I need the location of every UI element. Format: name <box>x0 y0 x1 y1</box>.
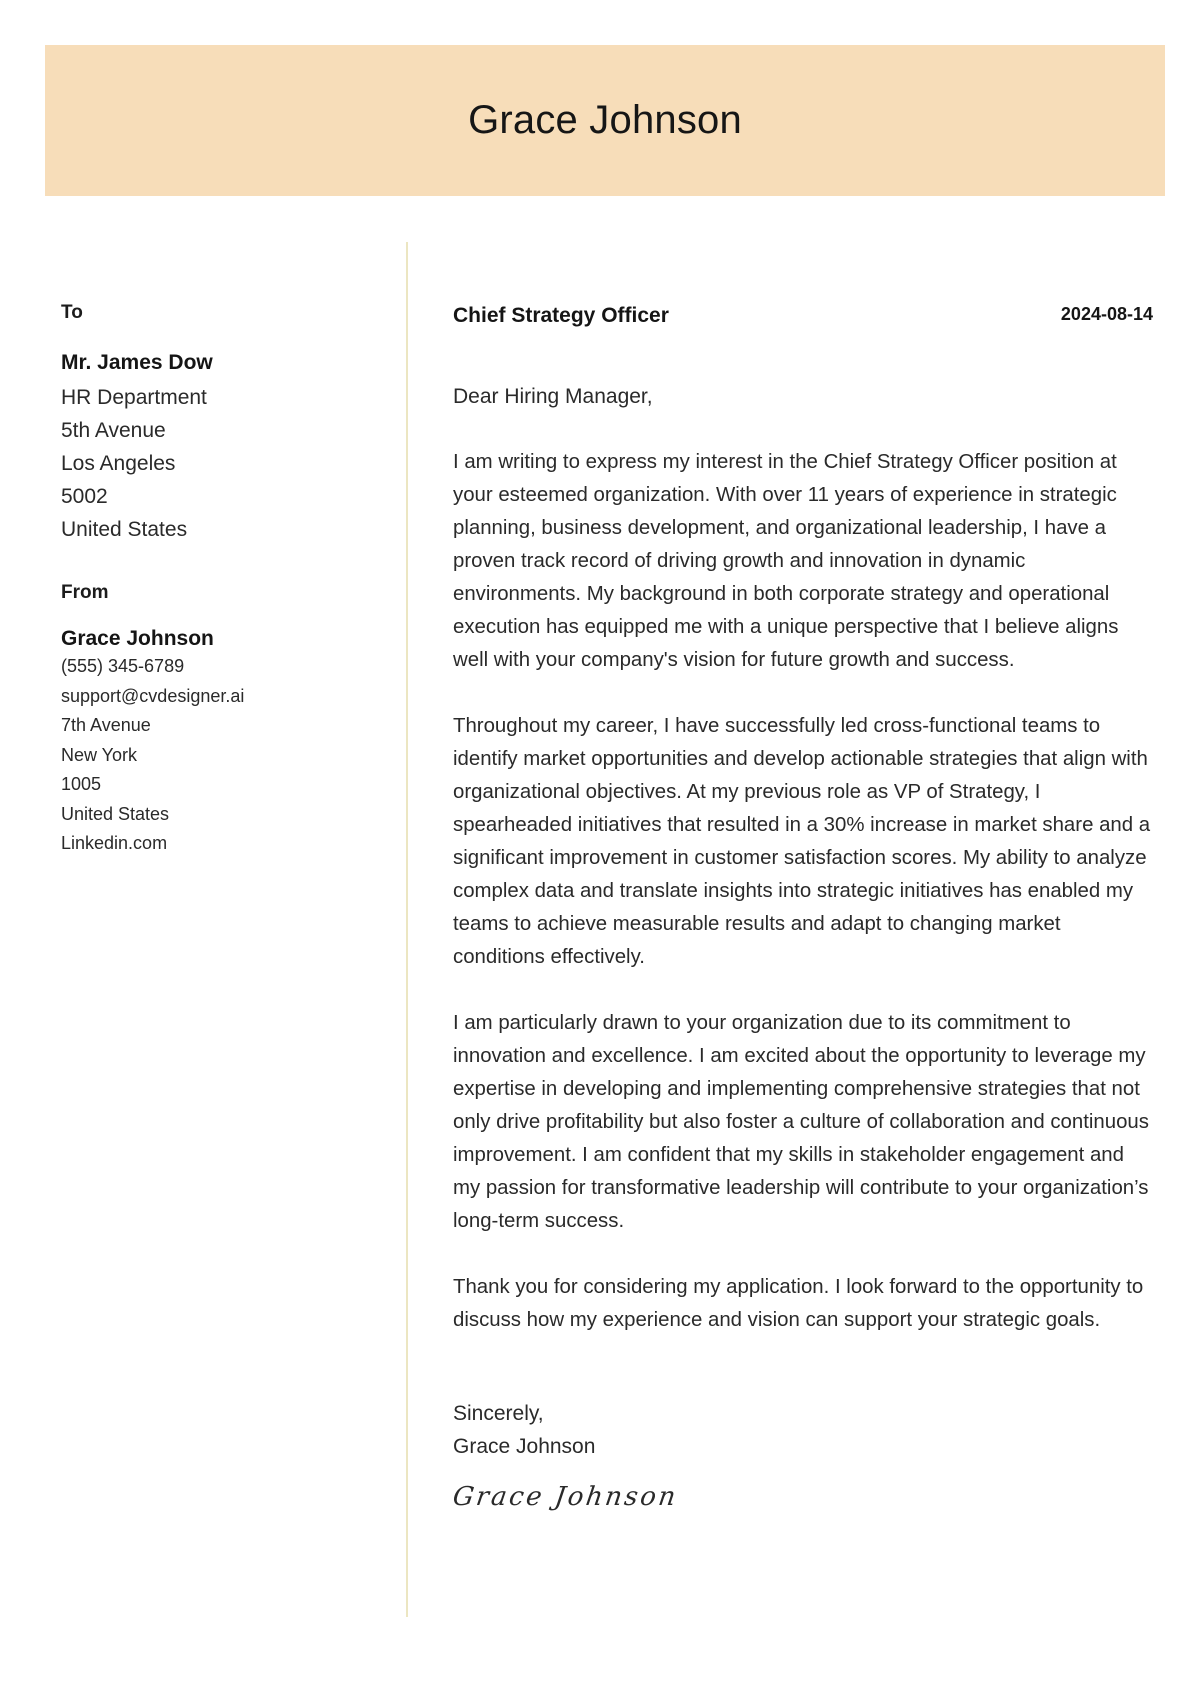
sender-zip: 1005 <box>61 774 102 794</box>
sender-contact <box>61 652 244 859</box>
recipient-line: HR Department <box>61 386 207 409</box>
recipient-line: Los Angeles <box>61 452 176 475</box>
sender-label: From <box>61 582 109 603</box>
header-name: Grace Johnson <box>468 98 742 142</box>
sender-name: Grace Johnson <box>61 627 214 650</box>
recipient-line: 5th Avenue <box>61 419 166 442</box>
letter-paragraphs <box>453 446 1153 1370</box>
paragraph: Throughout my career, I have successfully led cross-functional teams to identify market opportunities and develop actionable strategies that align with organizational objectives. At my previous role as VP of Strategy, I spearheaded initiatives that resulted in a 30% increase in market share and a significant improvement in customer satisfaction scores. My ability to analyze complex data and translate insights into strategic initiatives has enabled my teams to achieve measurable results and adapt to changing market conditions effectively. <box>453 715 1151 968</box>
recipient-line: United States <box>61 518 188 541</box>
handwritten-signature: Grace Johnson <box>450 1482 680 1512</box>
closing: Sincerely, <box>453 1402 544 1425</box>
signed-name: Grace Johnson <box>453 1435 596 1458</box>
paragraph: I am particularly drawn to your organization due to its commitment to innovation and excellence. I am excited about the opportunity to leverage my expertise in developing and implementing comprehensive strategies that not only drive profitability but also foster a culture of collaboration and continuous improvement. I am confident that my skills in stakeholder engagement and my passion for transformative leadership will contribute to your organization’s long-term success. <box>453 1012 1149 1232</box>
sender-phone: (555) 345-6789 <box>61 656 185 676</box>
column-divider <box>406 242 408 1617</box>
paragraph: I am writing to express my interest in the Chief Strategy Officer position at your esteemed organization. With over 11 years of experience in strategic planning, business development, and organizational leadership, I have a proven track record of driving growth and innovation in dynamic environments. My background in both corporate strategy and operational execution has equipped me with a unique perspective that I believe aligns well with your company's vision for future growth and success. <box>453 451 1119 671</box>
sender-city: New York <box>61 744 138 765</box>
letter-date: 2024-08-14 <box>1060 304 1153 324</box>
sender-country: United States <box>61 803 170 824</box>
recipient-address <box>61 381 207 546</box>
salutation: Dear Hiring Manager, <box>453 385 653 408</box>
job-title: Chief Strategy Officer <box>453 304 669 327</box>
sender-email: support@cvdesigner.ai <box>61 685 245 706</box>
header-band <box>45 45 1165 196</box>
sender-linkedin: Linkedin.com <box>61 833 168 853</box>
sender-street: 7th Avenue <box>61 715 151 735</box>
recipient-line: 5002 <box>61 485 108 508</box>
recipient-name: Mr. James Dow <box>61 351 213 374</box>
paragraph: Thank you for considering my application. I look forward to the opportunity to discuss how my experience and vision can support your strategic goals. <box>453 1276 1144 1331</box>
recipient-label: To <box>61 302 83 323</box>
